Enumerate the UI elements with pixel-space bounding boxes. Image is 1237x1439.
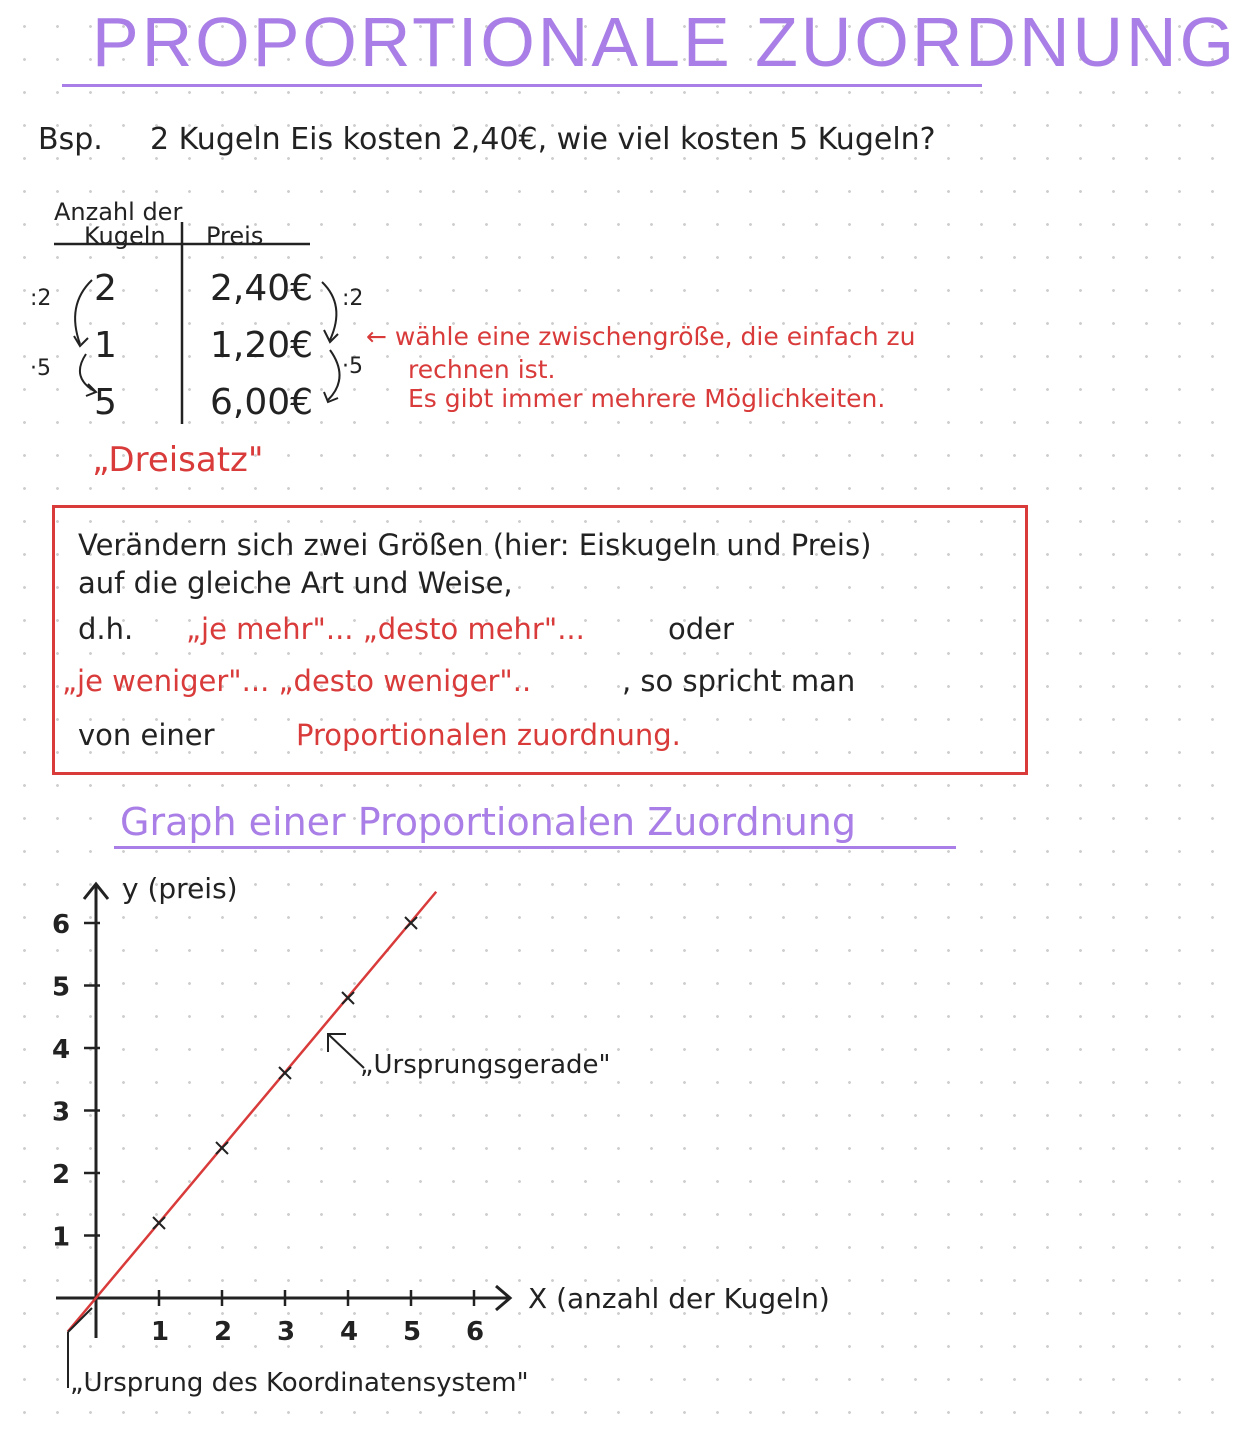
table-col1-header-line1: Anzahl der	[54, 198, 183, 226]
table-row: 5	[94, 382, 117, 423]
table-row: 1	[94, 325, 117, 366]
page-title: PROPORTIONALE ZUORDNUNG	[92, 3, 1237, 81]
note-line3: Es gibt immer mehrere Möglichkeiten.	[408, 384, 886, 413]
chart-x-tick-label: 3	[277, 1317, 296, 1347]
table-op-right: :2	[342, 286, 364, 311]
chart-xlabel: X (anzahl der Kugeln)	[528, 1282, 830, 1315]
chart-y-tick-label: 5	[52, 972, 71, 1003]
method-label: „Dreisatz"	[92, 440, 264, 480]
note-line2: rechnen ist.	[408, 355, 556, 384]
table-price: 1,20€	[210, 325, 314, 366]
definition-line5-red: Proportionalen zuordnung.	[296, 718, 681, 752]
chart-y-tick-label: 3	[52, 1097, 71, 1128]
definition-line4-red: „je weniger"... „desto weniger"..	[62, 664, 532, 698]
note-line1: ← wähle eine zwischengröße, die einfach zu	[366, 322, 916, 351]
example-question: 2 Kugeln Eis kosten 2,40€, wie viel kosten 5 Kugeln?	[150, 122, 936, 157]
definition-line1: Verändern sich zwei Größen (hier: Eiskugeln und Preis)	[78, 528, 872, 562]
chart-ticks	[52, 910, 484, 1347]
chart-x-tick-label: 5	[403, 1317, 422, 1347]
graph-title: Graph einer Proportionalen Zuordnung	[120, 800, 857, 844]
definition-line3-red: „je mehr"... „desto mehr"...	[186, 612, 585, 646]
chart-y-tick-label: 4	[52, 1035, 71, 1065]
table-price: 6,00€	[210, 382, 314, 423]
definition-line2: auf die gleiche Art und Weise,	[78, 566, 513, 600]
table-op-right: ·5	[342, 354, 363, 379]
example-prefix: Bsp.	[38, 122, 103, 157]
table-col1-header-line2: Kugeln	[84, 222, 166, 250]
definition-line4-suffix: , so spricht man	[622, 664, 856, 698]
chart-y-tick-label: 6	[52, 910, 71, 940]
table-col2-header: Preis	[206, 222, 264, 250]
chart-series-line	[68, 892, 437, 1332]
chart-annotation-arrow	[328, 1034, 364, 1068]
definition-line5-prefix: von einer	[78, 718, 215, 752]
table-price: 2,40€	[210, 268, 314, 309]
chart-ylabel: y (preis)	[122, 872, 238, 905]
chart-axes	[56, 884, 510, 1338]
table-op-left: ·5	[30, 356, 51, 381]
chart-annotation-origin: „Ursprung des Koordinatensystem"	[70, 1368, 529, 1398]
chart-x-tick-label: 1	[151, 1317, 170, 1347]
chart-origin-pointer	[68, 1308, 92, 1332]
chart-annotation-line: „Ursprungsgerade"	[360, 1050, 611, 1080]
chart-y-tick-label: 2	[52, 1160, 71, 1190]
chart-y-tick-label: 1	[52, 1222, 71, 1253]
definition-line3-prefix: d.h.	[78, 612, 134, 646]
definition-line3-suffix: oder	[668, 612, 734, 646]
table-row: 2	[94, 268, 117, 309]
chart-x-tick-label: 6	[466, 1317, 485, 1347]
chart-x-tick-label: 2	[214, 1317, 233, 1347]
table-op-left: :2	[30, 286, 52, 311]
chart-x-tick-label: 4	[340, 1317, 359, 1347]
chart-series-line-path	[68, 892, 437, 1332]
